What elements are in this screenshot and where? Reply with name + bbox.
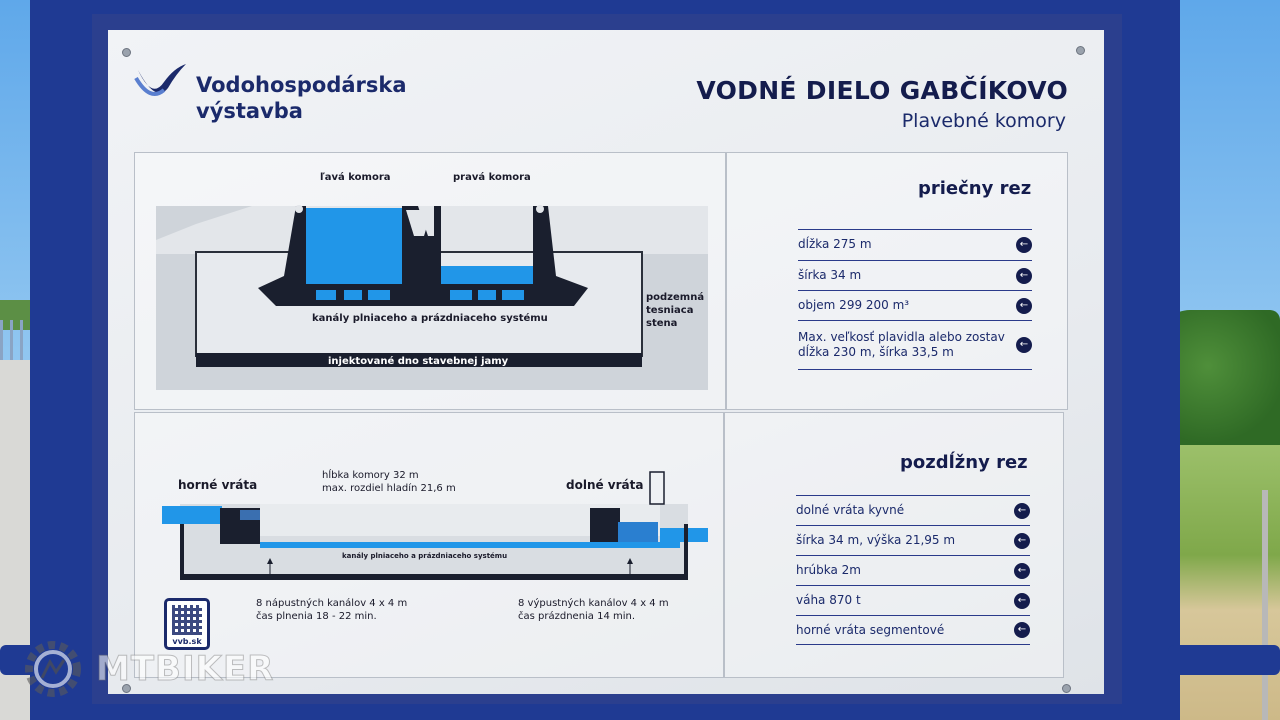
cross-info-text — [798, 330, 1005, 360]
label-upper-gate: horné vráta — [178, 478, 258, 492]
label-empty-time: čas prázdnenia 14 min. — [518, 611, 636, 622]
cross-info-text-line1: Max. veľkosť plavidla alebo zostav — [798, 330, 1005, 344]
arrow-left-icon: ← — [1014, 622, 1030, 638]
long-info-row — [796, 495, 1030, 525]
label-level-difference: max. rozdiel hladín 21,6 m — [322, 483, 456, 494]
label-right-chamber: pravá komora — [453, 172, 531, 183]
cross-info-row — [798, 260, 1032, 290]
arrow-left-icon: ← — [1016, 237, 1032, 253]
sign-title: VODNÉ DIELO GABČÍKOVO — [696, 76, 1068, 105]
vvb-logo-icon — [134, 60, 190, 100]
qr-label: vvb.sk — [172, 637, 202, 646]
screw — [1062, 684, 1071, 693]
cross-info-text-line2: dĺžka 230 m, šírka 33,5 m — [798, 345, 954, 359]
cross-info-text: objem 299 200 m³ — [798, 298, 910, 312]
label-inlet-channels: 8 nápustných kanálov 4 x 4 m — [256, 598, 408, 609]
cross-info-text: dĺžka 275 m — [798, 237, 872, 251]
label-channels-long: kanály plniaceho a prázdniaceho systému — [342, 552, 508, 560]
label-sealing-wall — [646, 291, 704, 330]
label-sealing-wall-2: tesniaca — [646, 305, 694, 316]
cross-info-row — [798, 320, 1032, 370]
sign-subtitle: Plavebné komory — [901, 110, 1066, 132]
company-name — [196, 72, 407, 124]
qr-pattern — [172, 605, 202, 635]
long-info-text: horné vráta segmentové — [796, 622, 945, 637]
arrow-left-icon: ← — [1014, 503, 1030, 519]
cross-info-heading: priečny rez — [918, 178, 1032, 199]
lamp-pole — [1262, 490, 1268, 720]
label-outlet-channels: 8 výpustných kanálov 4 x 4 m — [518, 598, 669, 609]
long-info-row — [796, 555, 1030, 585]
label-left-chamber: ľavá komora — [320, 172, 391, 183]
company-name-line1: Vodohospodárska — [196, 73, 407, 97]
watermark-text: MTBIKER — [96, 649, 275, 689]
label-sealing-wall-3: stena — [646, 318, 678, 329]
arrow-left-icon: ← — [1016, 337, 1032, 353]
label-grouted-bottom: injektované dno stavebnej jamy — [328, 356, 509, 367]
gear-icon — [18, 634, 88, 704]
long-info-row — [796, 585, 1030, 615]
long-info-heading: pozdĺžny rez — [900, 452, 1028, 473]
cross-info-text: šírka 34 m — [798, 268, 862, 282]
arrow-left-icon: ← — [1016, 298, 1032, 314]
watermark — [18, 634, 274, 704]
company-name-line2: výstavba — [196, 99, 303, 123]
long-info-text: šírka 34 m, výška 21,95 m — [796, 533, 956, 547]
arrow-left-icon: ← — [1016, 268, 1032, 284]
long-info-text: dolné vráta kyvné — [796, 503, 905, 517]
label-fill-time: čas plnenia 18 - 22 min. — [256, 611, 377, 622]
label-sealing-wall-1: podzemná — [646, 292, 705, 303]
arrow-left-icon: ← — [1014, 593, 1030, 609]
rail-right — [1168, 645, 1280, 675]
long-info-text: váha 870 t — [796, 593, 861, 607]
label-lower-gate: dolné vráta — [566, 478, 644, 492]
cross-info-row — [798, 290, 1032, 320]
screw — [122, 48, 131, 57]
long-info-text: hrúbka 2m — [796, 563, 861, 577]
long-info-row — [796, 615, 1030, 645]
cross-info-row — [798, 229, 1032, 259]
label-chamber-depth: hĺbka komory 32 m — [322, 470, 419, 481]
label-channels-cross: kanály plniaceho a prázdniaceho systému — [312, 313, 548, 324]
long-info-row — [796, 525, 1030, 555]
screw — [1076, 46, 1085, 55]
arrow-left-icon: ← — [1014, 563, 1030, 579]
arrow-left-icon: ← — [1014, 533, 1030, 549]
